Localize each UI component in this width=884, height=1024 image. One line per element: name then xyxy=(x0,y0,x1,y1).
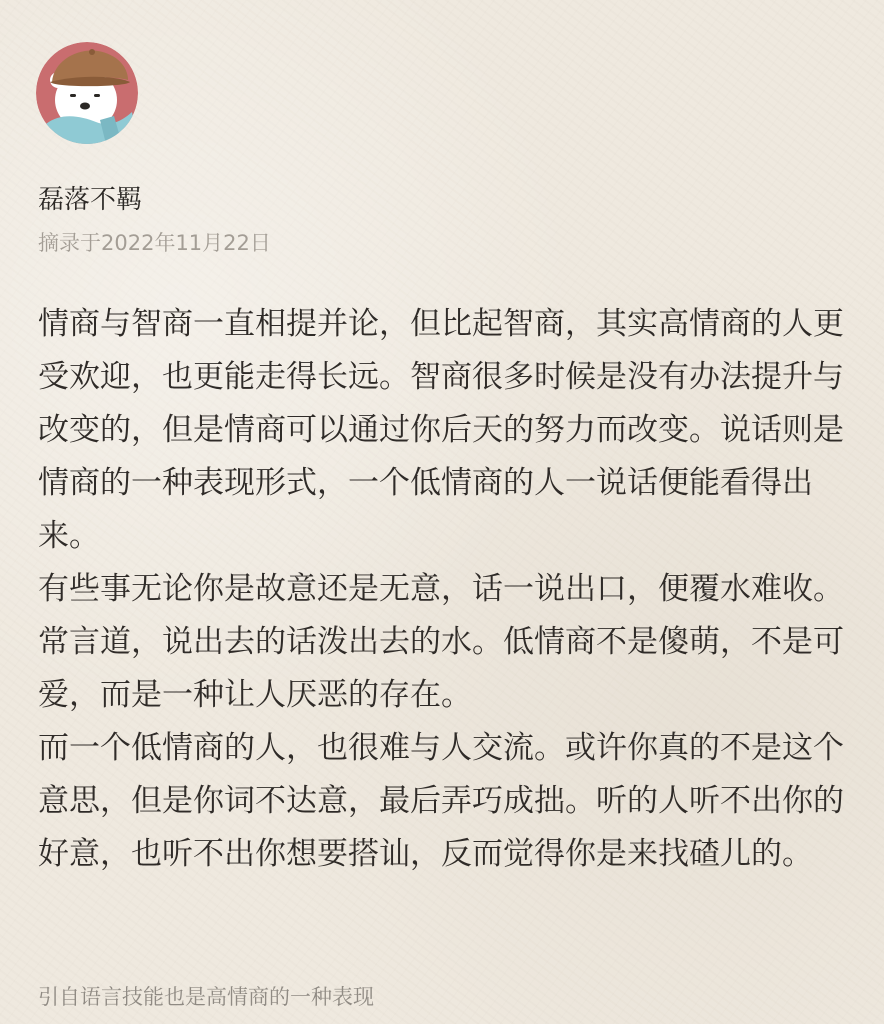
excerpt-paragraph: 有些事无论你是故意还是无意，话一说出口，便覆水难收。常言道，说出去的话泼出去的水。低情商不是傻萌，不是可爱，而是一种让人厌恶的存在。 xyxy=(38,571,844,713)
excerpt-content xyxy=(38,298,844,881)
bear-with-cap-and-scarf-avatar-icon xyxy=(36,42,138,144)
source-link[interactable]: 引自语言技能也是高情商的一种表现 xyxy=(38,985,374,1009)
excerpt-paragraph: 情商与智商一直相提并论，但比起智商，其实高情商的人更受欢迎，也更能走得长远。智商很多时候是没有办法提升与改变的，但是情商可以通过你后天的努力而改变。说话则是情商的一种表现形式，一个低情商的人一说话便能看得出来。 xyxy=(38,306,844,554)
author-name[interactable]: 磊落不羁 xyxy=(38,185,143,215)
excerpt-paragraph: 而一个低情商的人，也很难与人交流。或许你真的不是这个意思，但是你词不达意，最后弄巧成拙。听的人听不出你的好意，也听不出你想要搭讪，反而觉得你是来找碴儿的。 xyxy=(38,730,844,872)
avatar[interactable] xyxy=(36,42,138,144)
excerpt-date: 摘录于2022年11月22日 xyxy=(38,231,271,255)
